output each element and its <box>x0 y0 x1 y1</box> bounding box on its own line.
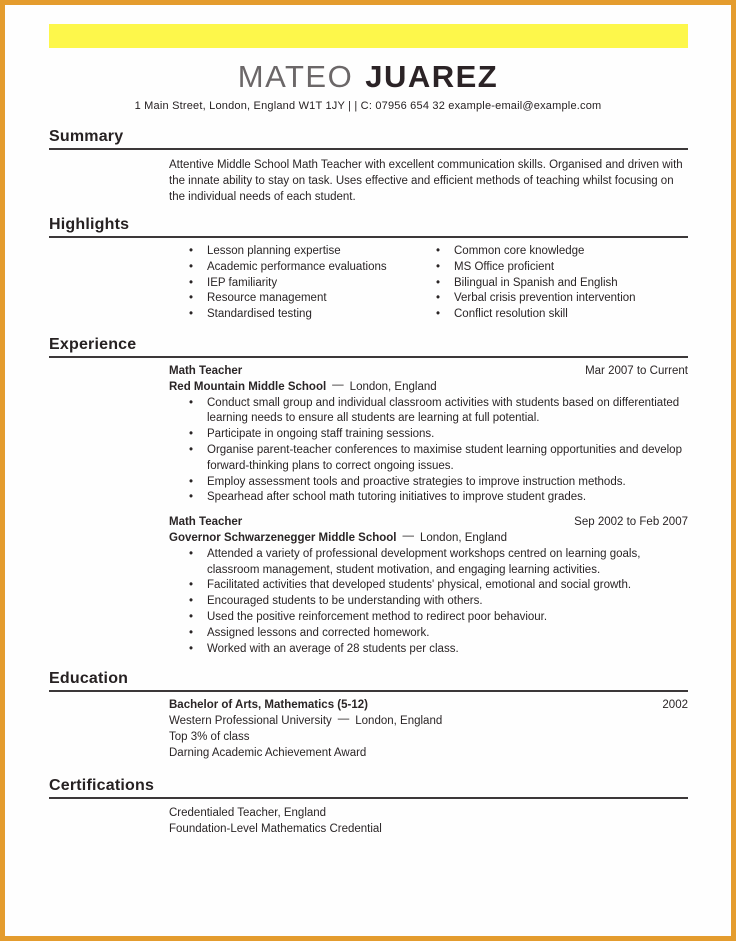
dash-separator: — <box>402 529 414 542</box>
education-heading: Education <box>49 669 688 692</box>
job-bullet: • Conduct small group and individual classroom activities with students based on differentiated learning needs to ensure all students are learning at full potential. <box>169 396 688 428</box>
highlights-heading: Highlights <box>49 215 688 238</box>
certification-item: Foundation-Level Mathematics Credential <box>169 822 382 835</box>
job-bullet-list <box>169 396 688 507</box>
company-name: Red Mountain Middle School <box>169 380 327 393</box>
school-location: London, England <box>355 715 443 728</box>
job-company-line <box>169 531 688 547</box>
highlight-item: • Academic performance evaluations <box>169 260 416 276</box>
school-line <box>169 714 688 730</box>
highlight-item: • Lesson planning expertise <box>169 244 416 260</box>
section-experience <box>49 335 688 657</box>
education-entry <box>169 698 688 761</box>
resume-header <box>5 59 731 113</box>
section-education <box>49 669 688 761</box>
last-name: JUAREZ <box>365 59 499 94</box>
graduation-year: 2002 <box>662 699 688 712</box>
summary-heading: Summary <box>49 127 688 150</box>
job-entry <box>169 515 688 657</box>
dash-separator: — <box>337 713 350 726</box>
job-bullet: • Encouraged students to be understanding with others. <box>169 594 688 610</box>
company-location: London, England <box>420 531 507 544</box>
section-highlights <box>49 215 688 323</box>
certifications-heading: Certifications <box>49 776 688 799</box>
section-summary <box>49 127 688 205</box>
highlights-column-2 <box>416 244 688 323</box>
education-detail: Darning Academic Achievement Award <box>169 746 367 759</box>
certification-item: Credentialed Teacher, England <box>169 806 327 819</box>
highlights-column-1 <box>169 244 416 323</box>
job-company-line <box>169 380 688 396</box>
job-bullet: • Participate in ongoing staff training sessions. <box>169 427 688 443</box>
job-bullet: • Worked with an average of 28 students per class. <box>169 642 688 658</box>
highlight-item: • Conflict resolution skill <box>416 307 688 323</box>
summary-text: Attentive Middle School Math Teacher with excellent communication skills. Organised and driven with the innate ability to stay on task. Uses effective and efficient methods of teaching whilst focusing on the individual needs of each student. <box>169 159 683 203</box>
highlight-item: • Verbal crisis prevention intervention <box>416 291 688 307</box>
highlights-columns <box>169 244 688 323</box>
first-name: MATEO <box>237 59 354 94</box>
highlight-item: • Standardised testing <box>169 307 416 323</box>
company-name: Governor Schwarzenegger Middle School <box>169 531 397 544</box>
section-certifications <box>49 776 688 837</box>
certification-list <box>169 805 688 837</box>
job-bullet: • Used the positive reinforcement method to redirect poor behaviour. <box>169 610 688 626</box>
education-detail: Top 3% of class <box>169 730 250 743</box>
job-bullet: • Spearhead after school math tutoring initiatives to improve student grades. <box>169 490 688 506</box>
job-bullet: • Attended a variety of professional development workshops centred on learning goals, classroom management, student motivation, and engaging learning activities. <box>169 547 688 579</box>
company-location: London, England <box>349 380 437 393</box>
highlight-item: • Common core knowledge <box>416 244 688 260</box>
job-dates: Mar 2007 to Current <box>585 364 688 377</box>
highlight-item: • Bilingual in Spanish and English <box>416 276 688 292</box>
job-bullet: • Assigned lessons and corrected homework. <box>169 626 688 642</box>
highlight-item: • Resource management <box>169 291 416 307</box>
job-dates: Sep 2002 to Feb 2007 <box>574 516 688 529</box>
highlight-item: • IEP familiarity <box>169 276 416 292</box>
experience-heading: Experience <box>49 335 688 358</box>
contact-line: 1 Main Street, London, England W1T 1JY | | C: 07956 654 32 example-email@example.com <box>134 100 602 112</box>
job-bullet: • Employ assessment tools and proactive strategies to improve instruction methods. <box>169 475 688 491</box>
job-bullet: • Facilitated activities that developed students' physical, emotional and social growth. <box>169 578 688 594</box>
job-entry <box>169 364 688 506</box>
dash-separator: — <box>332 378 344 391</box>
degree-title: Bachelor of Arts, Mathematics (5-12) <box>169 699 368 712</box>
highlight-item: • MS Office proficient <box>416 260 688 276</box>
school-name: Western Professional University <box>169 715 332 728</box>
job-bullet-list <box>169 547 688 658</box>
job-bullet: • Organise parent-teacher conferences to maximise student learning opportunities and develop forward-thinking plans to correct ongoing issues. <box>169 443 688 475</box>
candidate-name <box>5 59 731 95</box>
job-title: Math Teacher <box>169 364 243 377</box>
job-title: Math Teacher <box>169 516 243 529</box>
highlight-accent-bar <box>49 24 688 48</box>
